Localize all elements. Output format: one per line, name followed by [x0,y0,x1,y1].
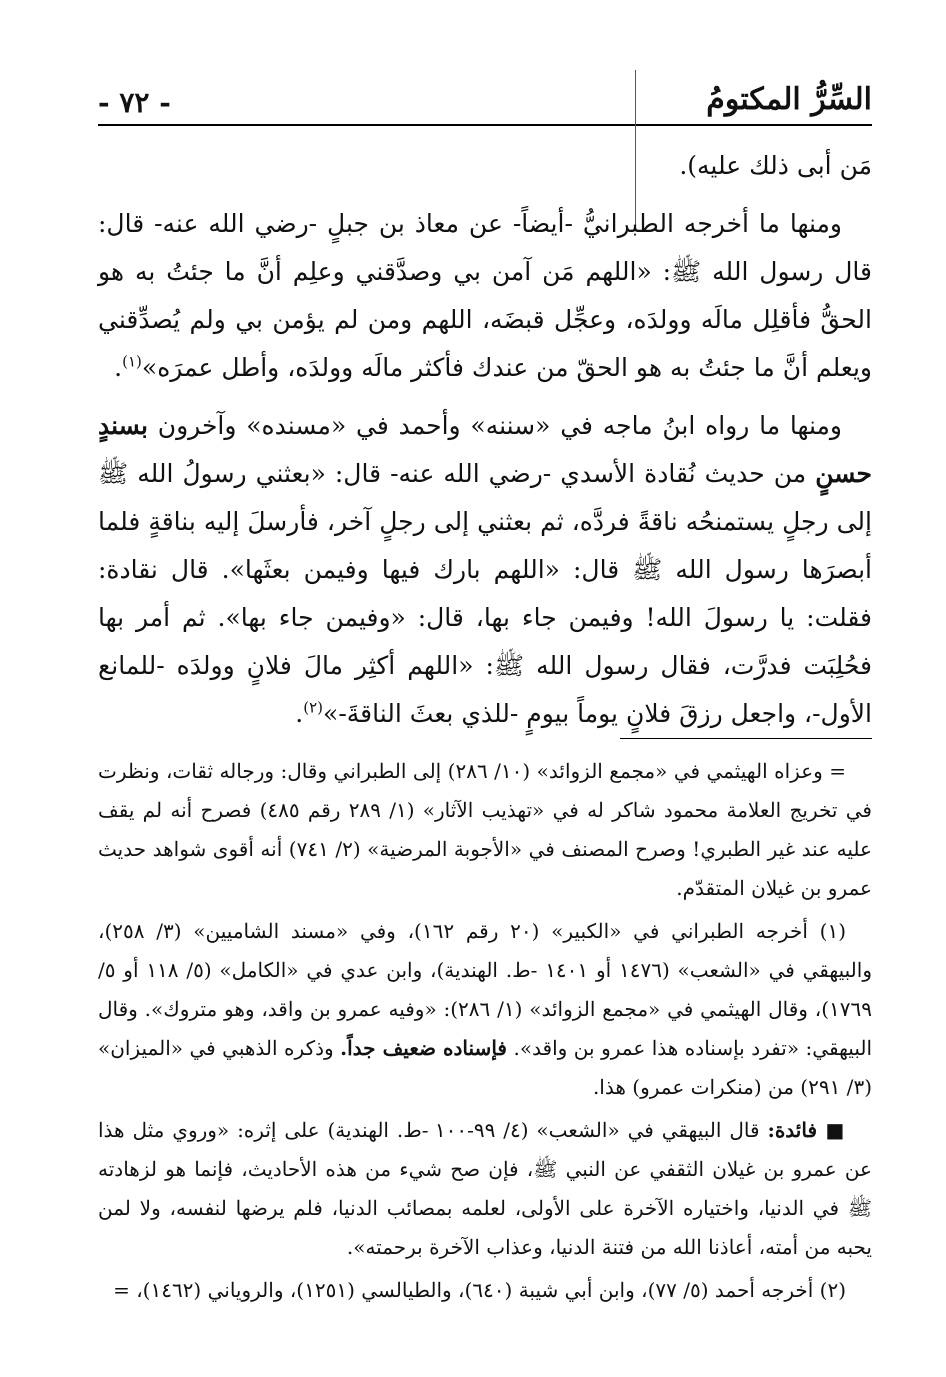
faida-label: ■ فائدة: [767,1118,846,1142]
paragraph-nuqada-hadith: ومنها ما رواه ابنُ ماجه في «سننه» وأحمد في «مسنده» وآخرون بسندٍ حسنٍ من حديث نُقادة الأسدي -رضي الله عنه- قال: «بعثني رسولُ الله ﷺ إلى رجلٍ يستمنحُه ناقةً فردَّه، ثم بعثني إلى رجلٍ آخر، فأرسلَ إليه بناقةٍ فلما أبصرَها رسول الله ﷺ قال: «اللهم بارك فيها وفيمن بعثَها». قال نقادة: فقلت: يا رسولَ الله! وفيمن جاء بها، قال: «وفيمن جاء بها». ثم أمر بها فحُلِبَت فدرَّت، فقال رسول الله ﷺ: «اللهم أكثِر مالَ فلانٍ وولدَه -للمانع الأول-، واجعل رزقَ فلانٍ يوماً بيومٍ -للذي بعثَ الناقةَ-»$^{(٢)}$. [98,411,873,728]
footnote-1-grade: فإسناده ضعيف جداً. [340,1036,507,1060]
footnote-2: (٢) أخرجه أحمد (٥/ ٧٧)، وابن أبي شيبة (٦٤٠)، والطيالسي (١٢٥١)، والروياني (١٤٦٢)، = [113,1278,846,1302]
footnote-faida: ■ فائدة: قال البيهقي في «الشعب» (٤/ ٩٩-١٠٠ -ط. الهندية) على إثره: «وروي مثل هذا عن عمرو بن غيلان الثقفي عن النبي ﷺ، فإن صح شيء من هذه الأحاديث، فإنما هو لزهادته ﷺ في الدنيا، واختياره الآخرة على الأولى، لعلمه بمصائب الدنيا، فلم يرضها لنفسه، ولا لمن يحبه من أمته، أعاذنا الله من فتنة الدنيا، وعذاب الآخرة برحمته». [98,1118,872,1259]
footnotes [98,752,872,1314]
footnote-1: (١) أخرجه الطبراني في «الكبير» (٢٠ رقم ١٦٢)، وفي «مسند الشاميين» (٣/ ٢٥٨)، والبيهقي في «الشعب» (١٤٧٦ أو ١٤٠١ -ط. الهندية)، وابن عدي في «الكامل» (٥/ ١١٨ أو ٥/ ١٧٦٩)، وقال الهيثمي في «مجمع الزوائد» (١/ ٢٨٦): «وفيه عمرو بن واقد، وهو متروك». وقال البيهقي: «تفرد بإسناده هذا عمرو بن واقد». فإسناده ضعيف جداً. وذكره الذهبي في «الميزان» (٣/ ٢٩١) من (منكرات عمرو) هذا. [98,919,873,1099]
paragraph-continuation: مَن أبى ذلك عليه). [679,151,872,180]
isnad-grade: بسندٍ حسنٍ [98,411,872,488]
paragraph-muadh-hadith: ومنها ما أخرجه الطبرانيُّ -أيضاً- عن معاذ بن جبلٍ -رضي الله عنه- قال: قال رسول الله ﷺ: «اللهم مَن آمن بي وصدَّقني وعلِم أنَّ ما جئتُ به هو الحقُّ فأقلِل مالَه وولدَه، وعجِّل قبضَه، اللهم ومن لم يؤمن بي ولم يُصدِّقني ويعلم أنَّ ما جئتُ به هو الحقّ من عندك فأكثر مالَه وولدَه، وأطل عمرَه»$^{(١)}$. [98,209,872,382]
footnote-ref-1[interactable]: (١) [122,352,142,371]
book-title: السِّرُّ المكتومُ [706,82,872,117]
footnote-separator [620,738,872,739]
page-header [98,78,872,126]
main-text [98,142,872,748]
footnote-ref-2[interactable]: (٢) [303,698,324,717]
page-number: - ٧٢ - [98,86,171,119]
footnote-continued: = وعزاه الهيثمي في «مجمع الزوائد» (١٠/ ٢٨٦) إلى الطبراني وقال: ورجاله ثقات، ونظرت في تخريج العلامة محمود شاكر له في «تهذيب الآثار» (١/ ٢٨٩ رقم ٤٨٥) فصرح أنه لم يقف عليه عند غير الطبري! وصرح المصنف في «الأجوبة المرضية» (٢/ ٧٤١) أنه أقوى شواهد حديث عمرو بن غيلان المتقدّم. [98,759,872,900]
